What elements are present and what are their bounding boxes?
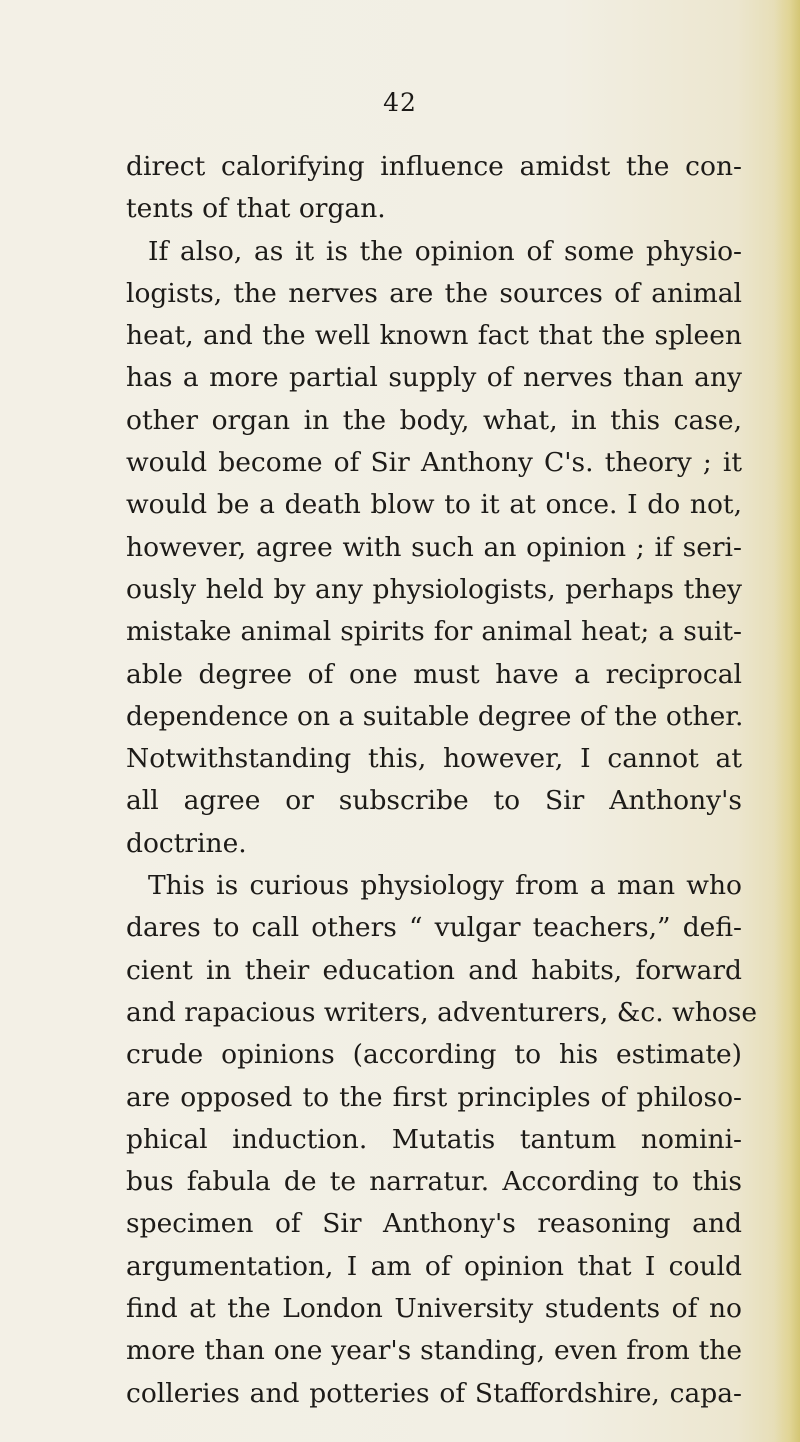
text-line: If also, as it is the opinion of some physio- xyxy=(148,235,742,267)
text-line: dependence on a suitable degree of the other. xyxy=(126,700,744,732)
text-line: doctrine. xyxy=(126,827,247,859)
text-line: would be a death blow to it at once. I do not, xyxy=(126,489,742,521)
text-line: other organ in the body, what, in this case, xyxy=(126,404,742,436)
text-line: would become of Sir Anthony C's. theory ; it xyxy=(126,447,742,479)
text-line: dares to call others “ vulgar teachers,” defi- xyxy=(126,912,742,944)
text-line: more than one year's standing, even from the xyxy=(126,1335,742,1367)
text-line: mistake animal spirits for animal heat; a suit- xyxy=(126,616,742,648)
page-edge-stain xyxy=(774,0,800,1442)
body-text xyxy=(126,146,758,1415)
text-line: and rapacious writers, adventurers, &c. whose xyxy=(126,996,758,1028)
page-number: 42 xyxy=(383,88,417,117)
text-line: heat, and the well known fact that the spleen xyxy=(126,320,742,352)
text-line: Notwithstanding this, however, I cannot at xyxy=(126,743,742,775)
text-line: all agree or subscribe to Sir Anthony's xyxy=(126,785,742,817)
text-line: ously held by any physiologists, perhaps they xyxy=(126,573,742,605)
text-line: specimen of Sir Anthony's reasoning and xyxy=(126,1208,742,1240)
text-line: phical induction. Mutatis tantum nomini- xyxy=(126,1123,742,1155)
text-line: however, agree with such an opinion ; if seri- xyxy=(126,531,742,563)
text-line: crude opinions (according to his estimate) xyxy=(126,1039,742,1071)
text-line: cient in their education and habits, forward xyxy=(126,954,742,986)
text-line: This is curious physiology from a man who xyxy=(148,870,742,902)
text-line: able degree of one must have a reciprocal xyxy=(126,658,742,690)
text-line: tents of that organ. xyxy=(126,193,386,225)
text-line: are opposed to the first principles of philoso- xyxy=(126,1081,742,1113)
text-line: logists, the nerves are the sources of animal xyxy=(126,277,742,309)
text-line: has a more partial supply of nerves than any xyxy=(126,362,742,394)
text-line: find at the London University students of no xyxy=(126,1293,742,1325)
text-line: bus fabula de te narratur. According to this xyxy=(126,1166,742,1198)
text-line: direct calorifying influence amidst the con- xyxy=(126,151,742,182)
text-line: argumentation, I am of opinion that I could xyxy=(126,1250,742,1282)
text-line: colleries and potteries of Staffordshire, capa- xyxy=(126,1377,742,1409)
